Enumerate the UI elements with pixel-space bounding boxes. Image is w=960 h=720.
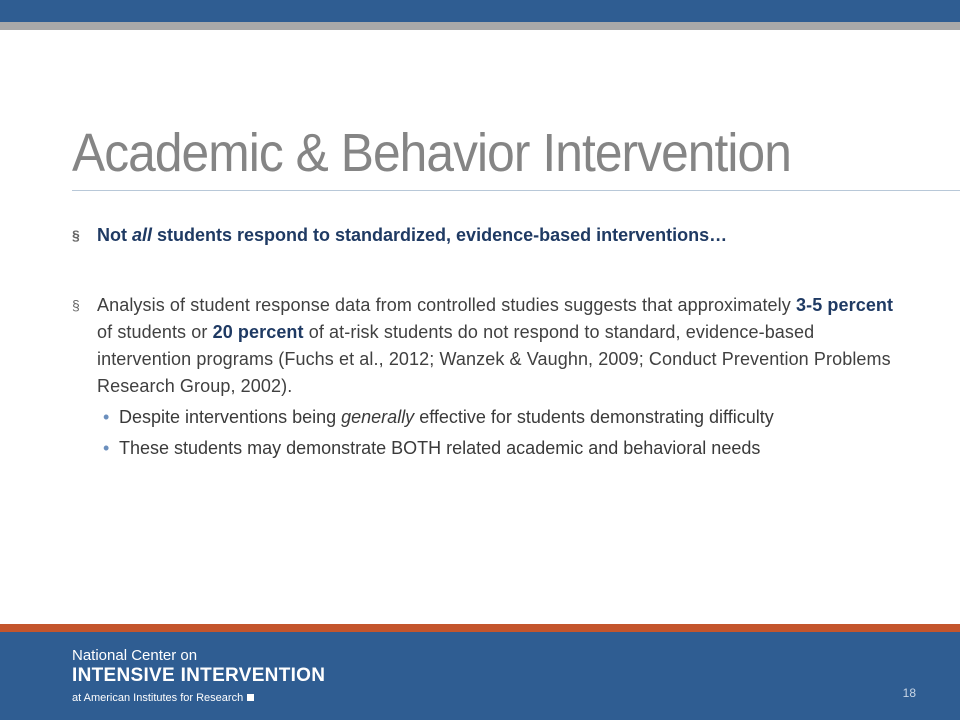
sub-bullet-generally-effective: • Despite interventions being generally effective for students demonstrating difficulty bbox=[72, 404, 912, 431]
bullet-analysis: § Analysis of student response data from controlled studies suggests that approximately 3-5 percent of students or 20 percent of at-risk students do not respond to standard, evidence-based intervention programs (Fuchs et al., 2012; Wanzek & Vaughn, 2009; Conduct Prevention Problems Research Group, 2002). bbox=[72, 292, 912, 400]
dot-bullet-icon: • bbox=[103, 438, 110, 458]
nci-logo bbox=[72, 647, 325, 709]
square-bullet-icon: § bbox=[72, 297, 80, 313]
logo-line-air: at American Institutes for Research bbox=[72, 687, 325, 709]
slide-content bbox=[72, 222, 912, 462]
dot-bullet-icon: • bbox=[103, 407, 110, 427]
logo-square-icon bbox=[247, 694, 254, 701]
footer-orange-stripe bbox=[0, 624, 960, 632]
slide-title: Academic & Behavior Intervention bbox=[72, 123, 791, 183]
square-bullet-icon: § bbox=[72, 227, 80, 243]
bullet-not-all-students: § Not all students respond to standardized, evidence-based interventions… bbox=[72, 222, 912, 249]
top-header-bar bbox=[0, 0, 960, 22]
sub-bullet-both-needs: • These students may demonstrate BOTH related academic and behavioral needs bbox=[72, 435, 912, 462]
logo-line-national-center: National Center on bbox=[72, 647, 198, 664]
logo-line-intensive-intervention: INTENSIVE INTERVENTION bbox=[72, 665, 326, 686]
footer-bar bbox=[0, 632, 960, 720]
page-number: 18 bbox=[902, 686, 916, 700]
title-divider bbox=[72, 190, 960, 191]
top-gray-stripe bbox=[0, 22, 960, 30]
